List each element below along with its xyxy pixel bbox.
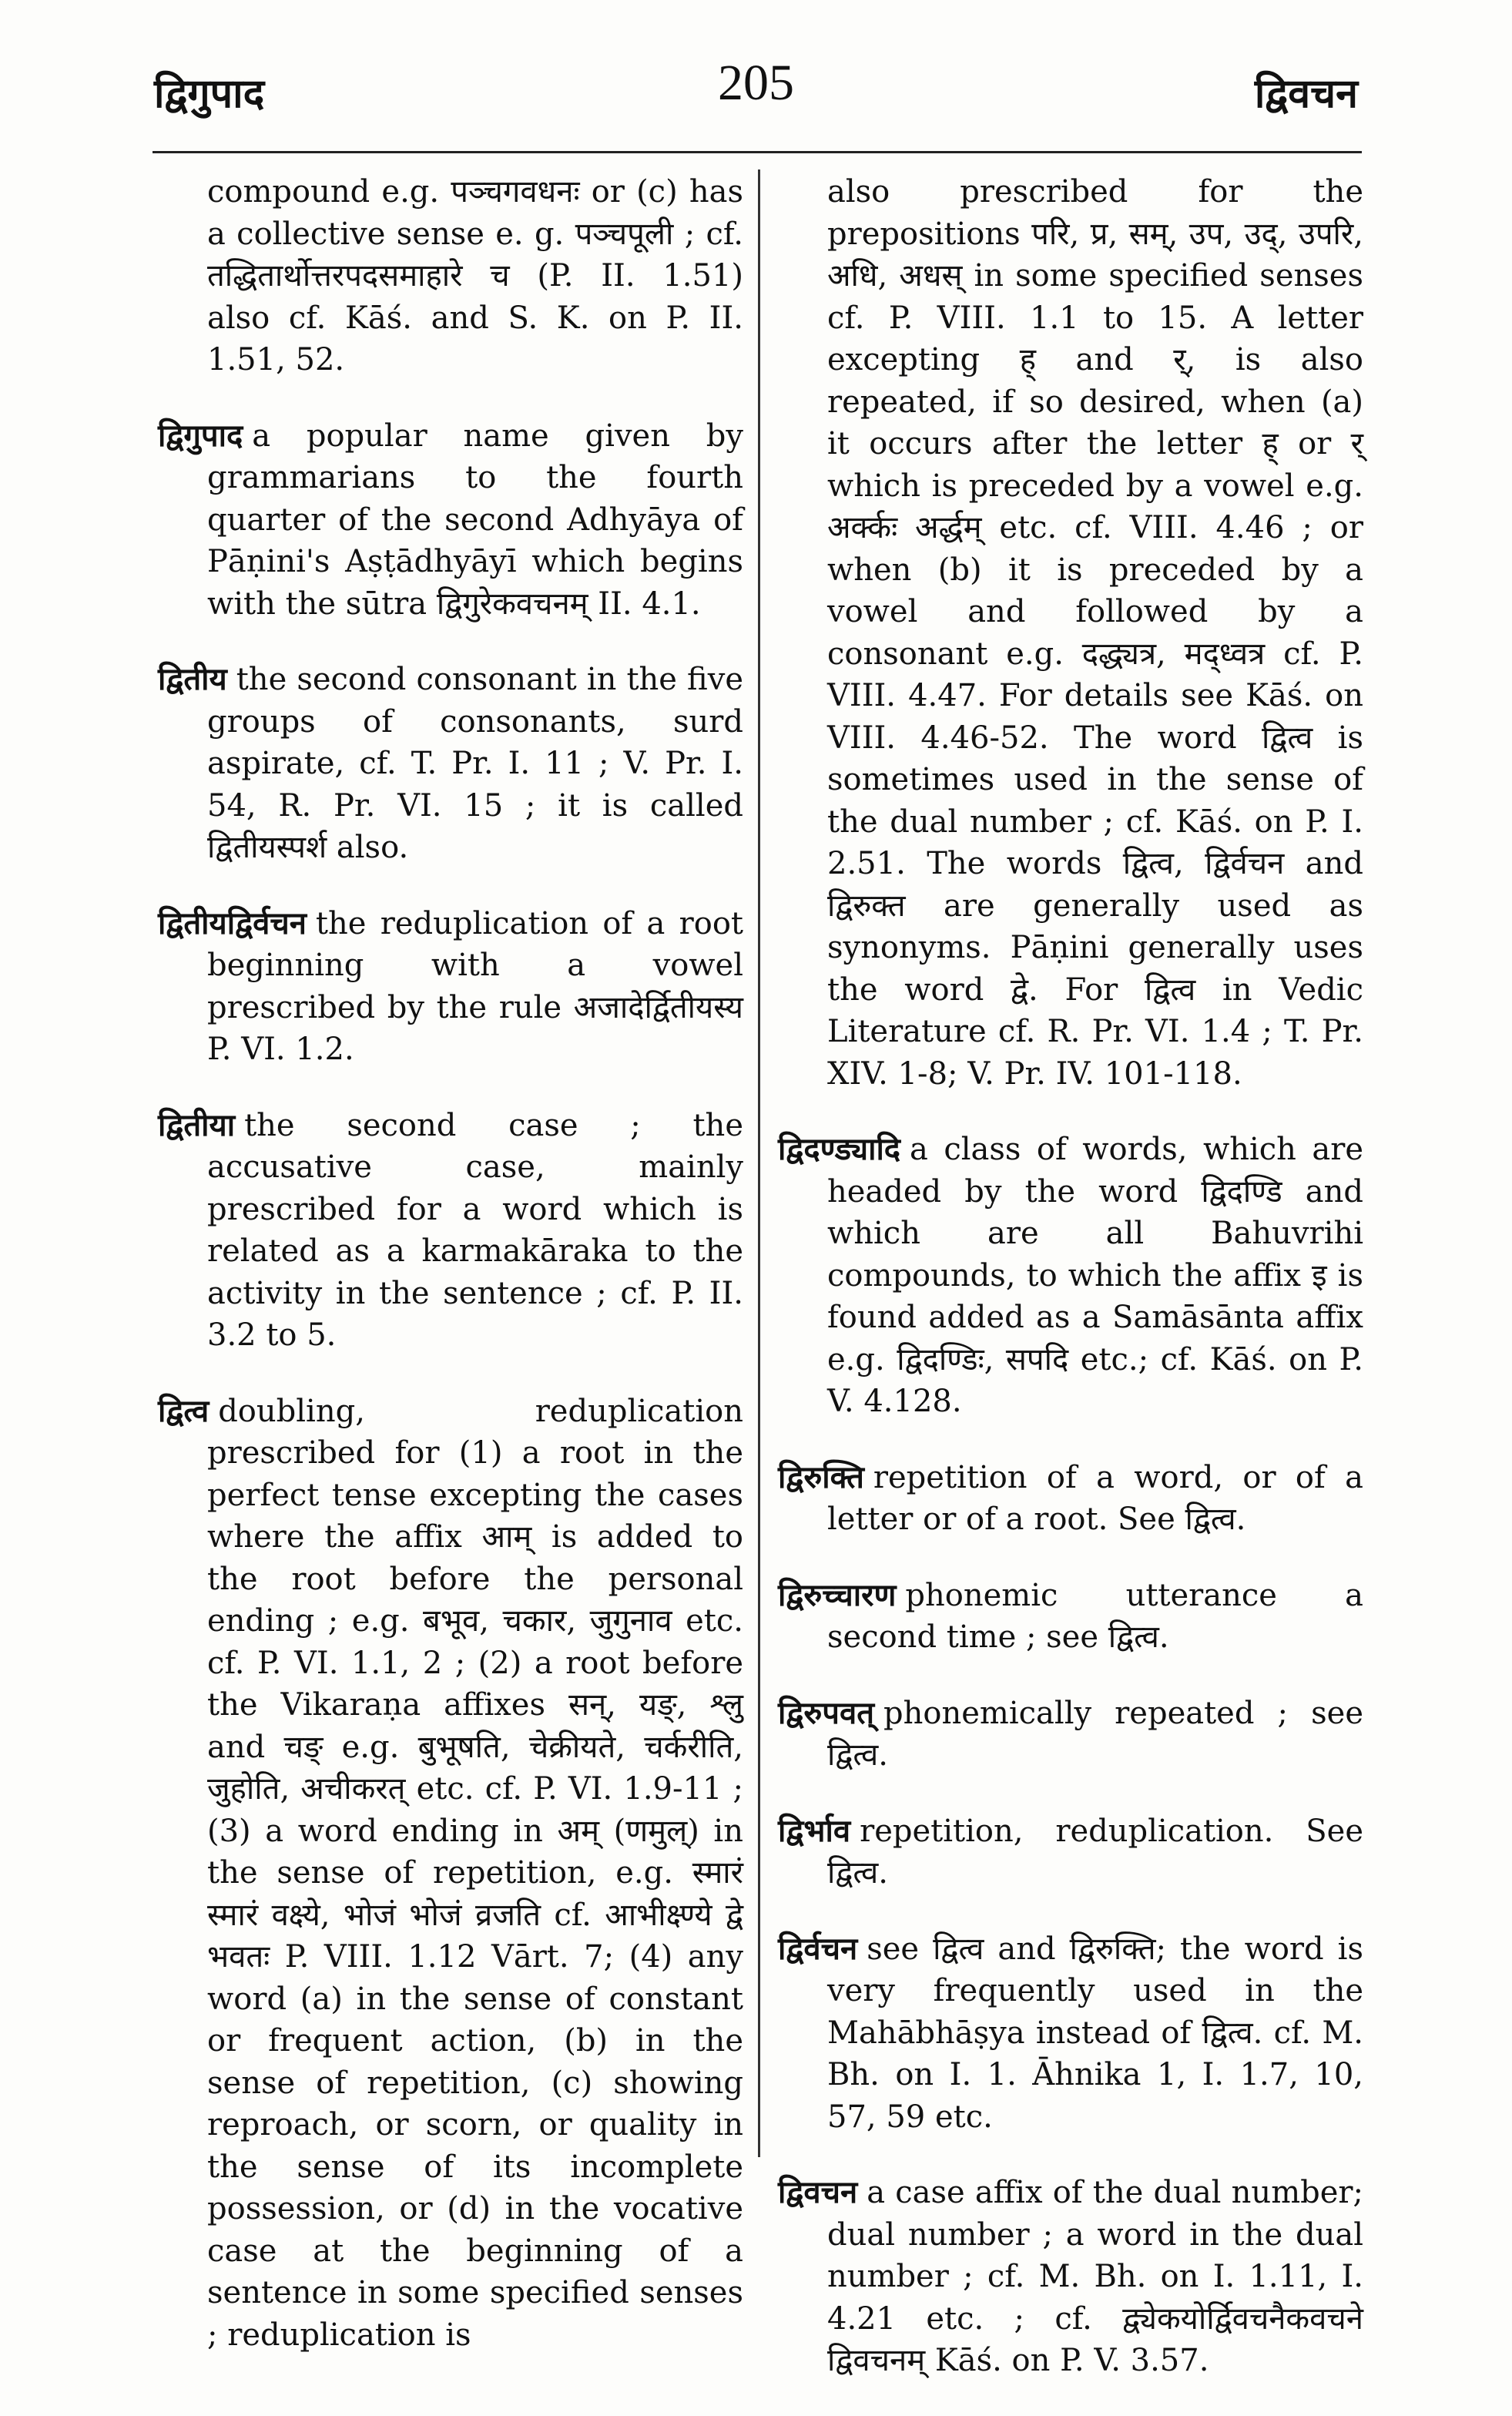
dictionary-entry xyxy=(158,1105,743,1357)
left-column xyxy=(158,171,743,2390)
dictionary-entry-continued xyxy=(158,171,743,381)
entry-headword: द्विर्वचन xyxy=(778,1930,858,1967)
entry-definition: a case affix of the dual number; dual number ; a word in the dual number ; cf. M. Bh. on I. 1.11, I. 4.21 etc. ; cf. द्व्येकयोर्द्विवचनैकवचने द्विवचनम् Kāś. on P. V. 3.57. xyxy=(827,2175,1363,2378)
entry-definition: also prescribed for the prepositions परि, प्र, सम्, उप, उद्, उपरि, अधि, अधस् in some specified senses cf. P. VIII. 1.1 to 15. A letter excepting ह् and र्, is also repeated, if so desired, when (a) it occurs after the letter ह् or र् which is preceded by a vowel e.g. अर्क्कः अर्द्धम् etc. cf. VIII. 4.46 ; or when (b) it is preceded by a vowel and followed by a consonant e.g. दद्ध्यत्र, मद्ध्वत्र cf. P. VIII. 4.47. For details see Kāś. on VIII. 4.46-52. The word द्वित्व is sometimes used in the sense of the dual number ; cf. Kāś. on P. I. 2.51. The words द्वित्व, द्विर्वचन and द्विरुक्त are generally used as synonyms. Pāṇini generally uses the word द्वे. For द्वित्व in Vedic Literature cf. R. Pr. VI. 1.4 ; T. Pr. XIV. 1-8; V. Pr. IV. 101-118. xyxy=(827,174,1363,1092)
dictionary-entry xyxy=(158,415,743,626)
dictionary-entry xyxy=(778,1810,1363,1894)
dictionary-entry xyxy=(778,1693,1363,1777)
entry-definition: doubling, reduplication prescribed for (1) a root in the perfect tense excepting the cases where the affix आम् is added to the root before the personal ending ; e.g. बभूव, चकार, जुगुनाव etc. cf. P. VI. 1.1, 2 ; (2) a root before the Vikaraṇa affixes सन्, यङ्, श्लु and चङ् e.g. बुभूषति, चेक्रीयते, चर्करीति, जुहोति, अचीकरत् etc. cf. P. VI. 1.9-11 ; (3) a word ending in अम् (णमुल्) in the sense of repetition, e.g. स्मारं स्मारं वक्ष्ये, भोजं भोजं व्रजति cf. आभीक्ष्ण्ये द्वे भवतः P. VIII. 1.12 Vārt. 7; (4) any word (a) in the sense of constant or frequent action, (b) in the sense of repetition, (c) showing reproach, or scorn, or quality in the sense of its incomplete possession, or (d) in the vocative case at the beginning of a sentence in some specified senses ; reduplication is xyxy=(207,1393,743,2353)
page-number: 205 xyxy=(718,55,794,111)
entry-definition: see द्वित्व and द्विरुक्ति; the word is very frequently used in the Mahābhāṣya instead of द्वित्व. cf. M. Bh. on I. 1. Āhnika 1, I. 1.7, 10, 57, 59 etc. xyxy=(827,1931,1363,2135)
dictionary-entry xyxy=(778,1575,1363,1659)
entry-definition: the second consonant in the five groups of consonants, surd aspirate, cf. T. Pr. I. 11 ; V. Pr. I. 54, R. Pr. VI. 15 ; it is called द्वितीयस्पर्श also. xyxy=(207,662,743,865)
entry-headword: द्विगुपाद xyxy=(158,417,243,454)
entry-headword: द्विवचन xyxy=(778,2174,858,2210)
dictionary-entry xyxy=(158,1391,743,2357)
entry-headword: द्वितीयद्विर्वचन xyxy=(158,904,307,941)
entry-headword: द्वितीय xyxy=(158,661,227,697)
dictionary-entry-continued xyxy=(778,171,1363,1095)
dictionary-entry xyxy=(778,1928,1363,2139)
dictionary-entry xyxy=(778,2172,1363,2382)
entry-definition: the second case ; the accusative case, mainly prescribed for a word which is related as a karmakāraka to the activity in the sentence ; cf. P. II. 3.2 to 5. xyxy=(207,1107,743,1353)
entry-headword: द्विरुपवत् xyxy=(778,1694,875,1731)
entry-headword: द्वितीया xyxy=(158,1106,236,1143)
entry-definition: the reduplication of a root beginning with a vowel prescribed by the rule अजादेर्द्वितीयस्य P. VI. 1.2. xyxy=(207,905,743,1067)
header-first-word: द्विगुपाद xyxy=(154,70,265,117)
entry-definition: repetition of a word, or of a letter or of a root. See द्वित्व. xyxy=(827,1459,1363,1537)
entry-headword: द्विदण्ड्यादि xyxy=(778,1131,901,1167)
header-rule xyxy=(153,151,1362,153)
dictionary-entry xyxy=(158,659,743,869)
entry-definition: phonemic utterance a second time ; see द्वित्व. xyxy=(827,1577,1363,1655)
entry-headword: द्विरुक्ति xyxy=(778,1458,864,1495)
entry-headword: द्विर्भाव xyxy=(778,1812,851,1849)
header-last-word: द्विवचन xyxy=(1254,70,1358,117)
entry-definition: repetition, reduplication. See द्वित्व. xyxy=(827,1813,1363,1891)
column-divider xyxy=(758,169,760,2157)
entry-definition: compound e.g. पञ्चगवधनः or (c) has a collective sense e. g. पञ्चपूली ; cf. तद्धितार्थोत्तरपदसमाहारे च (P. II. 1.51) also cf. Kāś. and S. K. on P. II. 1.51, 52. xyxy=(207,174,743,378)
running-head xyxy=(154,54,1358,123)
dictionary-entry xyxy=(158,903,743,1071)
dictionary-entry xyxy=(778,1457,1363,1541)
right-column xyxy=(778,171,1363,2416)
entry-headword: द्विरुच्चारण xyxy=(778,1576,897,1613)
entry-headword: द्वित्व xyxy=(158,1392,210,1429)
entry-definition: a popular name given by grammarians to the fourth quarter of the second Adhyāya of Pāṇini's Aṣṭādhyāyī which begins with the sūtra द्विगुरेकवचनम् II. 4.1. xyxy=(207,418,743,622)
entry-definition: phonemically repeated ; see द्वित्व. xyxy=(827,1695,1363,1773)
dictionary-entry xyxy=(778,1129,1363,1423)
entry-definition: a class of words, which are headed by the word द्विदण्डि and which are all Bahuvrihi compounds, to which the affix इ is found added as a Samāsānta affix e.g. द्विदण्डिः, सपदि etc.; cf. Kāś. on P. V. 4.128. xyxy=(827,1132,1363,1419)
